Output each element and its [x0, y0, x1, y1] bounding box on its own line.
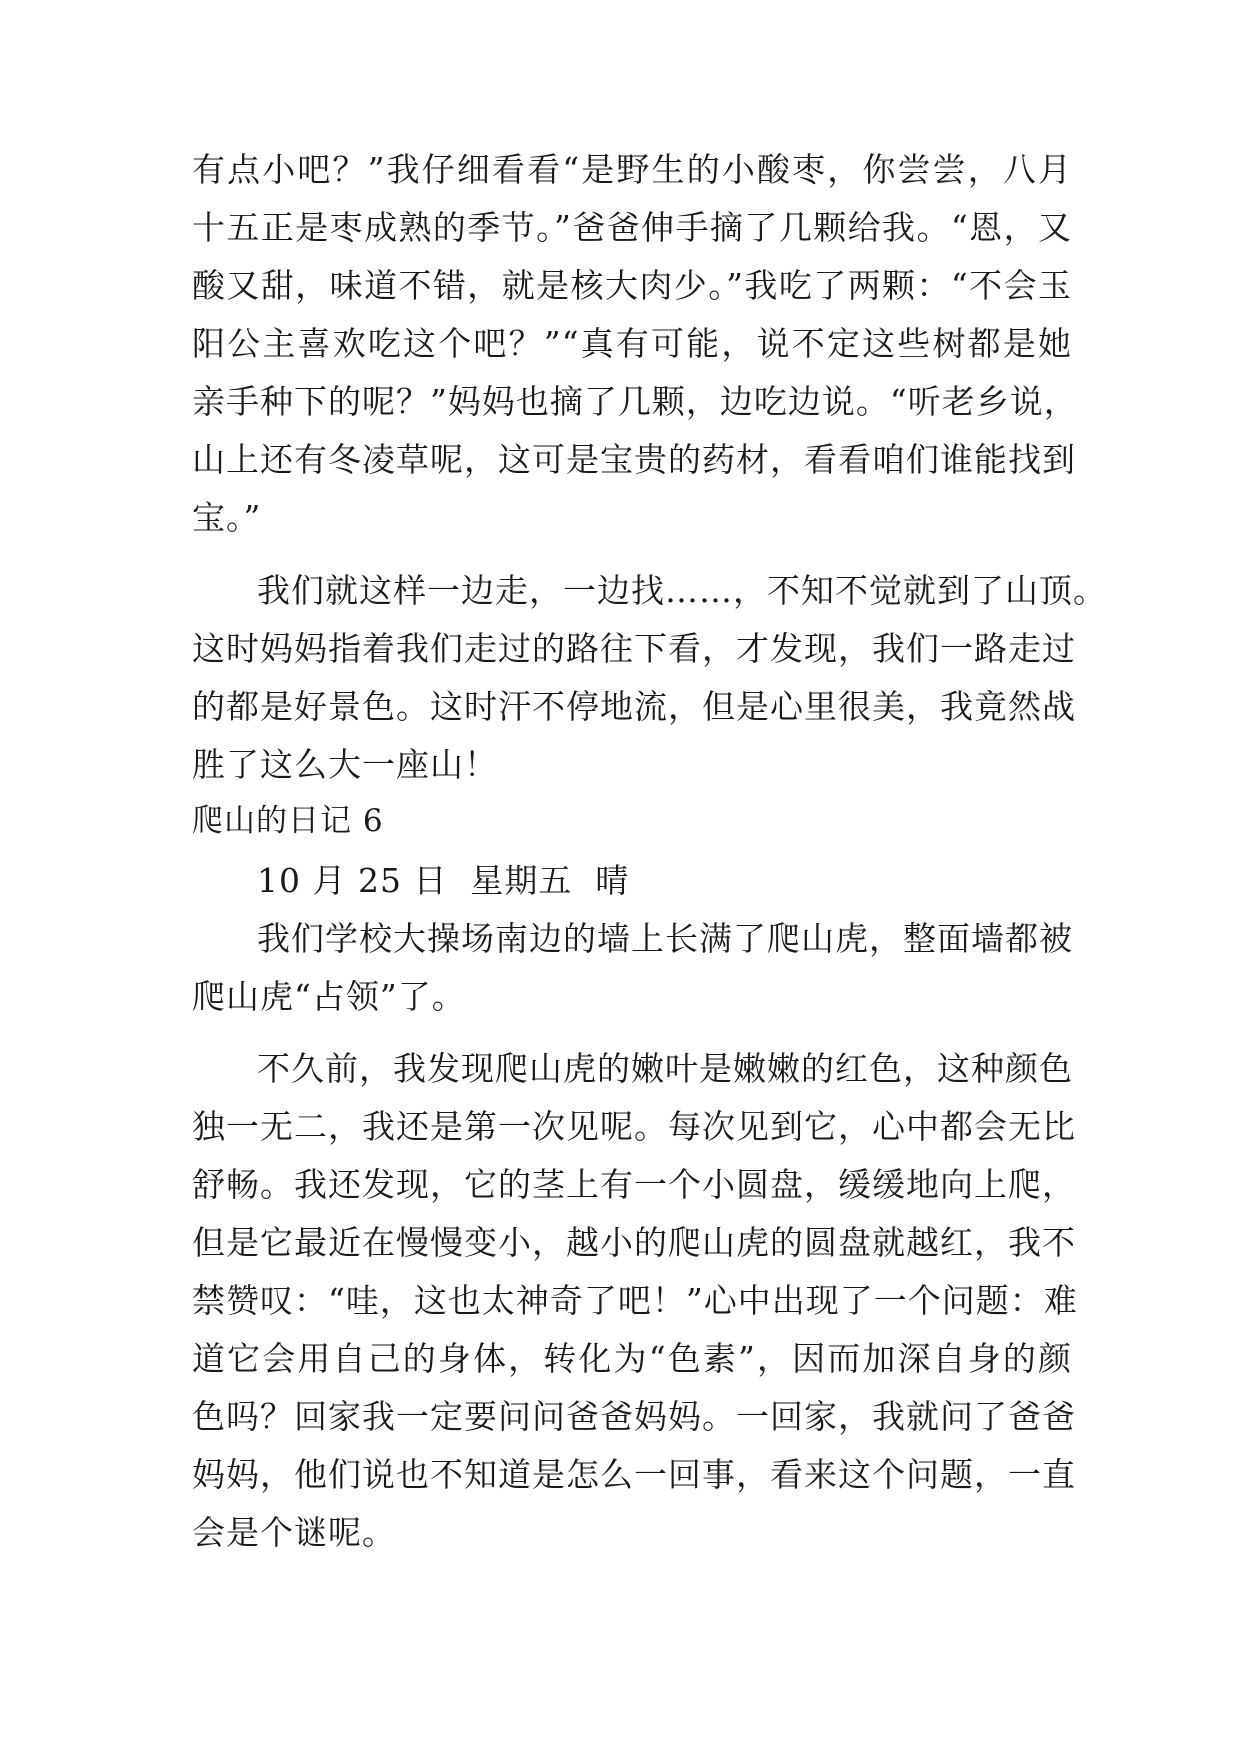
text-line: 妈妈，他们说也不知道是怎么一回事，看来这个问题，一直: [192, 1455, 1076, 1494]
text-line: 的都是好景色。这时汗不停地流，但是心里很美，我竟然战: [192, 687, 1076, 726]
text-line: 这时妈妈指着我们走过的路往下看，才发现，我们一路走过: [192, 629, 1076, 668]
text-line: 阳公主喜欢吃这个吧？”“真有可能，说不定这些树都是她: [192, 324, 1072, 363]
text-line: 十五正是枣成熟的季节。”爸爸伸手摘了几颗给我。“恩，又: [192, 208, 1072, 247]
text-line: 爬山虎“占领”了。: [192, 977, 466, 1016]
paragraph-first-line: 不久前，我发现爬山虎的嫩叶是嫩嫩的红色，这种颜色: [257, 1049, 1073, 1088]
text-line: 山上还有冬凌草呢，这可是宝贵的药材，看看咱们谁能找到: [192, 440, 1076, 479]
text-line: 禁赞叹：“哇，这也太神奇了吧！”心中出现了一个问题：难: [192, 1281, 1078, 1320]
text-line: 宝。”: [192, 498, 262, 537]
paragraph-first-line: 我们就这样一边走，一边找……，不知不觉就到了山顶。: [257, 571, 1107, 610]
text-line: 有点小吧？”我仔细看看“是野生的小酸枣，你尝尝，八月: [192, 150, 1072, 189]
text-line: 道它会用自己的身体，转化为“色素”，因而加深自身的颜: [192, 1339, 1072, 1378]
text-line: 但是它最近在慢慢变小，越小的爬山虎的圆盘就越红，我不: [192, 1223, 1076, 1262]
text-line: 酸又甜，味道不错，就是核大肉少。”我吃了两颗：“不会玉: [192, 266, 1072, 305]
paragraph-first-line: 我们学校大操场南边的墙上长满了爬山虎，整面墙都被: [257, 919, 1073, 958]
text-line: 舒畅。我还发现，它的茎上有一个小圆盘，缓缓地向上爬，: [192, 1165, 1076, 1204]
date-line: 10 月 25 日 星期五 晴: [257, 861, 630, 900]
text-line: 胜了这么大一座山！: [192, 745, 498, 784]
text-line: 独一无二，我还是第一次见呢。每次见到它，心中都会无比: [192, 1107, 1076, 1146]
text-line: 亲手种下的呢？”妈妈也摘了几颗，边吃边说。“听老乡说，: [192, 382, 1078, 421]
section-title: 爬山的日记 6: [192, 803, 384, 839]
text-line: 色吗？回家我一定要问问爸爸妈妈。一回家，我就问了爸爸: [192, 1397, 1076, 1436]
text-line: 会是个谜呢。: [192, 1513, 396, 1552]
